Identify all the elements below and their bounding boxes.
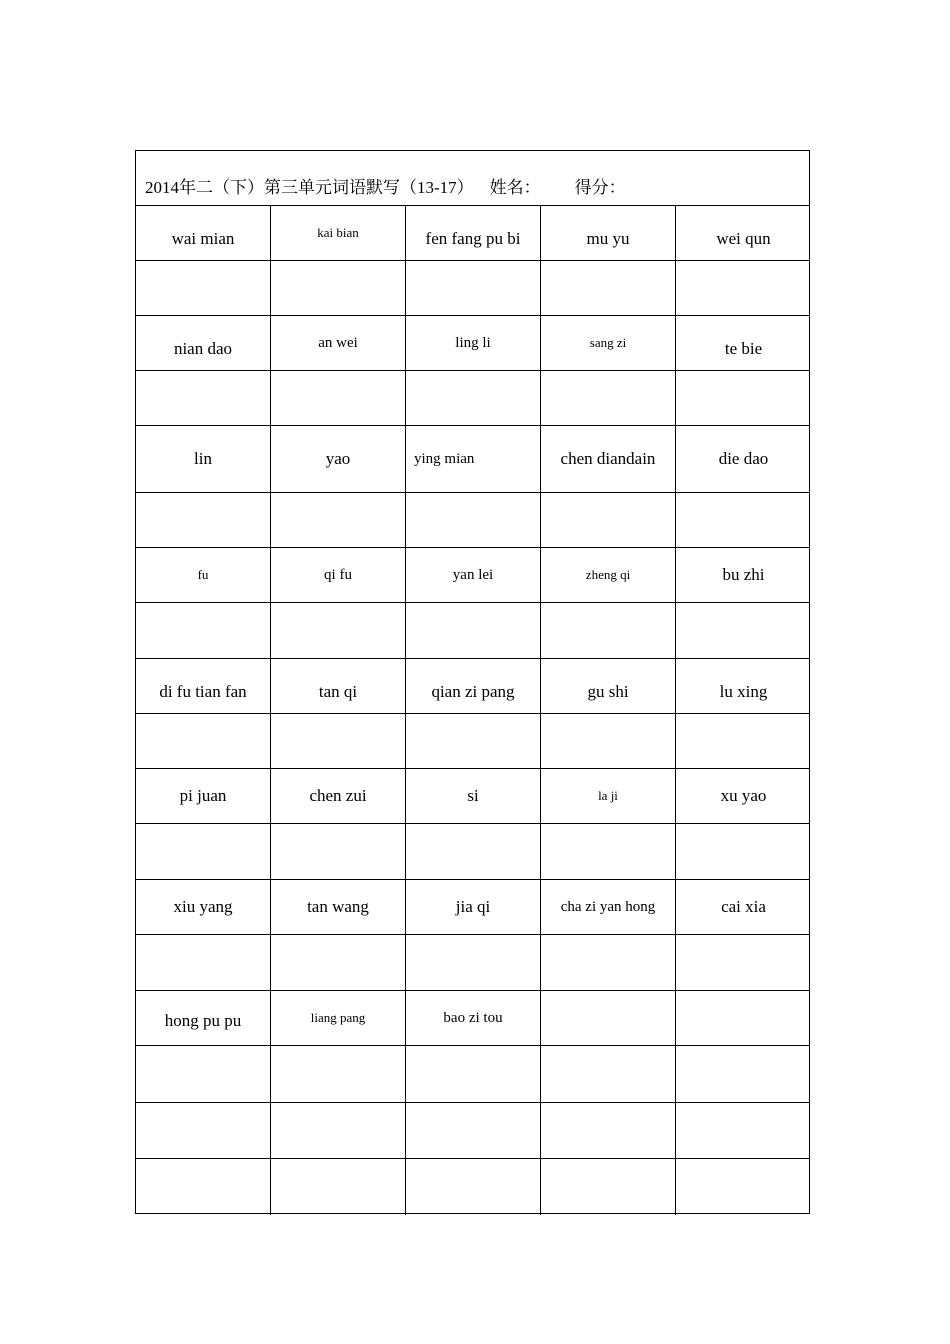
answer-cell[interactable] — [676, 935, 811, 990]
pinyin-cell: pi juan — [136, 769, 271, 823]
pinyin-cell: si — [406, 769, 541, 823]
answer-cell[interactable] — [271, 824, 406, 879]
answer-cell[interactable] — [406, 261, 541, 315]
answer-cell[interactable] — [676, 714, 811, 768]
answer-cell[interactable] — [136, 1046, 271, 1102]
pinyin-row — [136, 880, 809, 935]
answer-cell[interactable] — [136, 603, 271, 658]
answer-cell[interactable] — [406, 1159, 541, 1215]
pinyin-cell: cai xia — [721, 897, 766, 916]
answer-cell[interactable] — [541, 824, 676, 879]
pinyin-cell: ying mian — [406, 426, 541, 492]
pinyin-cell: nian dao — [136, 316, 271, 370]
pinyin-cell: hong pu pu — [136, 991, 271, 1045]
answer-cell[interactable] — [271, 603, 406, 658]
answer-row — [136, 1103, 809, 1159]
pinyin-cell: wei qun — [716, 229, 771, 248]
worksheet-title: 2014年二（下）第三单元词语默写（13-17） — [145, 178, 474, 197]
answer-row — [136, 371, 809, 426]
pinyin-cell: xiu yang — [136, 880, 271, 934]
answer-row — [136, 1159, 809, 1215]
pinyin-cell: te bie — [724, 339, 763, 358]
pinyin-cell: lu xing — [719, 682, 768, 701]
answer-cell[interactable] — [541, 371, 676, 425]
answer-cell[interactable] — [676, 261, 811, 315]
answer-cell[interactable] — [676, 1103, 811, 1158]
answer-cell[interactable] — [271, 1103, 406, 1158]
pinyin-cell: bu zhi — [722, 565, 765, 584]
answer-cell[interactable] — [136, 1103, 271, 1158]
answer-row — [136, 603, 809, 659]
answer-cell[interactable] — [541, 935, 676, 990]
answer-cell[interactable] — [136, 493, 271, 547]
pinyin-cell: fu — [136, 548, 271, 602]
pinyin-cell: qi fu — [271, 548, 406, 602]
answer-cell[interactable] — [406, 603, 541, 658]
answer-row — [136, 1046, 809, 1103]
pinyin-cell: cha zi yan hong — [541, 880, 676, 934]
pinyin-cell: di fu tian fan — [136, 659, 271, 713]
pinyin-row — [136, 659, 809, 714]
pinyin-cell: qian zi pang — [406, 659, 541, 713]
answer-cell[interactable] — [406, 714, 541, 768]
answer-cell[interactable] — [136, 824, 271, 879]
answer-cell[interactable] — [271, 1046, 406, 1102]
answer-cell[interactable] — [136, 1159, 271, 1215]
pinyin-cell — [676, 991, 811, 1045]
answer-cell[interactable] — [136, 261, 271, 315]
pinyin-cell: sang zi — [541, 316, 676, 370]
pinyin-cell: zheng qi — [541, 548, 676, 602]
answer-cell[interactable] — [271, 371, 406, 425]
answer-cell[interactable] — [676, 603, 811, 658]
answer-cell[interactable] — [406, 493, 541, 547]
pinyin-cell: chen diandain — [541, 426, 676, 492]
pinyin-cell: chen zui — [271, 769, 406, 823]
answer-cell[interactable] — [676, 493, 811, 547]
pinyin-row — [136, 769, 809, 824]
pinyin-row — [136, 316, 809, 371]
answer-cell[interactable] — [541, 1103, 676, 1158]
pinyin-row — [136, 206, 809, 261]
worksheet-header — [136, 151, 809, 206]
pinyin-cell: yao — [271, 426, 406, 492]
pinyin-cell: gu shi — [541, 659, 676, 713]
pinyin-cell: jia qi — [406, 880, 541, 934]
pinyin-cell: yan lei — [406, 548, 541, 602]
answer-cell[interactable] — [406, 824, 541, 879]
pinyin-row — [136, 548, 809, 603]
pinyin-cell: kai bian — [271, 206, 406, 260]
answer-row — [136, 824, 809, 880]
pinyin-cell: an wei — [271, 316, 406, 370]
answer-cell[interactable] — [271, 493, 406, 547]
pinyin-cell: die dao — [718, 449, 769, 468]
answer-cell[interactable] — [676, 371, 811, 425]
answer-row — [136, 935, 809, 991]
answer-row — [136, 714, 809, 769]
answer-cell[interactable] — [136, 714, 271, 768]
pinyin-cell: xu yao — [720, 786, 767, 805]
answer-row — [136, 493, 809, 548]
answer-cell[interactable] — [541, 261, 676, 315]
answer-cell[interactable] — [406, 935, 541, 990]
answer-cell[interactable] — [271, 261, 406, 315]
answer-cell[interactable] — [676, 1159, 811, 1215]
answer-cell[interactable] — [271, 714, 406, 768]
answer-cell[interactable] — [541, 493, 676, 547]
answer-cell[interactable] — [136, 371, 271, 425]
score-label: 得分： — [574, 178, 626, 197]
answer-cell[interactable] — [676, 1046, 811, 1102]
answer-cell[interactable] — [136, 935, 271, 990]
answer-cell[interactable] — [541, 1159, 676, 1215]
pinyin-cell: fen fang pu bi — [406, 206, 541, 260]
answer-cell[interactable] — [406, 1103, 541, 1158]
pinyin-cell: la ji — [541, 769, 676, 823]
pinyin-cell: mu yu — [541, 206, 676, 260]
pinyin-cell: ling li — [406, 316, 541, 370]
answer-cell[interactable] — [271, 935, 406, 990]
pinyin-cell: wai mian — [136, 206, 271, 260]
pinyin-cell: tan wang — [271, 880, 406, 934]
pinyin-row — [136, 426, 809, 493]
dictation-worksheet — [135, 150, 810, 1214]
answer-cell[interactable] — [271, 1159, 406, 1215]
pinyin-cell: bao zi tou — [406, 991, 541, 1045]
pinyin-cell: liang pang — [271, 991, 406, 1045]
answer-cell[interactable] — [541, 603, 676, 658]
name-label: 姓名： — [489, 178, 541, 197]
pinyin-row — [136, 991, 809, 1046]
pinyin-cell — [541, 991, 676, 1045]
pinyin-cell: tan qi — [271, 659, 406, 713]
answer-row — [136, 261, 809, 316]
pinyin-cell: lin — [136, 426, 271, 492]
answer-cell[interactable] — [406, 371, 541, 425]
answer-cell[interactable] — [676, 824, 811, 879]
answer-cell[interactable] — [406, 1046, 541, 1102]
answer-cell[interactable] — [541, 1046, 676, 1102]
answer-cell[interactable] — [541, 714, 676, 768]
